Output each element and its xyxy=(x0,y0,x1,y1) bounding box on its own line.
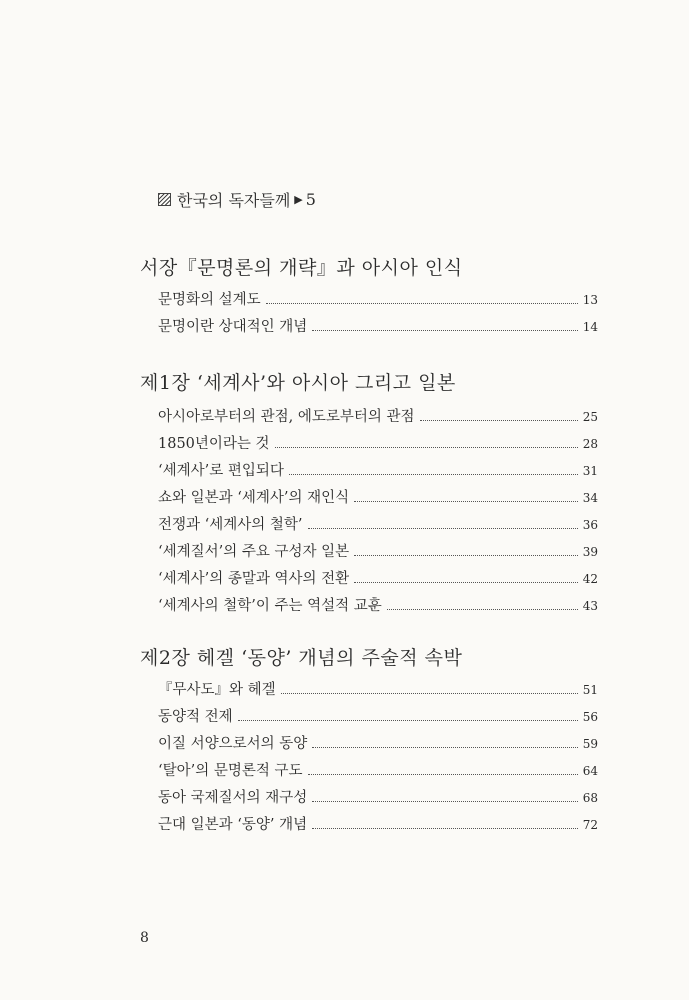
dot-leader xyxy=(354,501,578,502)
dot-leader xyxy=(387,609,578,610)
toc-entry xyxy=(158,459,598,486)
dot-leader xyxy=(289,474,578,475)
entry-title: 동아 국제질서의 재구성 xyxy=(158,790,308,806)
entry-page: 64 xyxy=(582,764,598,778)
entry-page: 25 xyxy=(582,410,598,424)
preface-entry xyxy=(158,188,316,211)
entry-page: 34 xyxy=(582,491,598,505)
entry-page: 43 xyxy=(582,599,598,613)
toc-entry xyxy=(158,705,598,732)
entry-title: 쇼와 일본과 ‘세계사’의 재인식 xyxy=(158,490,350,506)
dot-leader xyxy=(275,447,578,448)
toc-entry xyxy=(158,432,598,459)
toc-entry xyxy=(158,405,598,432)
dot-leader xyxy=(420,420,578,421)
entry-title: 『무사도』와 헤겔 xyxy=(158,682,276,698)
entry-title: 문명화의 설계도 xyxy=(158,292,261,308)
preface-page: 5 xyxy=(305,190,316,209)
entry-page: 68 xyxy=(582,791,598,805)
entry-page: 42 xyxy=(582,572,598,586)
toc-entry xyxy=(158,786,598,813)
entry-title: 동양적 전제 xyxy=(158,709,233,725)
chapter-title-2: 제2장 헤겔 ‘동양’ 개념의 주술적 속박 xyxy=(140,647,463,669)
toc-entry xyxy=(158,567,598,594)
entry-title: 이질 서양으로서의 동양 xyxy=(158,736,308,752)
toc-entry xyxy=(158,594,598,621)
entry-title: ‘세계질서’의 주요 구성자 일본 xyxy=(158,544,350,560)
entry-title: 아시아로부터의 관점, 에도로부터의 관점 xyxy=(158,409,415,425)
dot-leader xyxy=(281,693,578,694)
dot-leader xyxy=(312,747,577,748)
entry-title: 전쟁과 ‘세계사의 철학’ xyxy=(158,517,303,533)
entry-title: ‘세계사’로 편입되다 xyxy=(158,463,284,479)
chapter-entries-1 xyxy=(158,405,598,621)
entry-page: 72 xyxy=(582,818,598,832)
toc-entry xyxy=(158,732,598,759)
triangle-right-icon: ▶ xyxy=(294,193,303,206)
dot-leader xyxy=(238,720,578,721)
toc-entry xyxy=(158,513,598,540)
toc-entry xyxy=(158,288,598,315)
toc-entry xyxy=(158,813,598,840)
entry-page: 14 xyxy=(582,320,598,334)
entry-page: 39 xyxy=(582,545,598,559)
dot-leader xyxy=(312,828,578,829)
entry-page: 56 xyxy=(582,710,598,724)
chapter-entries-intro xyxy=(158,288,598,342)
dot-leader xyxy=(312,801,577,802)
entry-page: 31 xyxy=(582,464,598,478)
entry-title: 근대 일본과 ‘동양’ 개념 xyxy=(158,817,308,833)
dot-leader xyxy=(312,330,577,331)
entry-title: ‘세계사’의 종말과 역사의 전환 xyxy=(158,571,350,587)
chapter-title-intro: 서장『문명론의 개략』과 아시아 인식 xyxy=(140,257,463,279)
dot-leader xyxy=(266,303,578,304)
toc-entry xyxy=(158,678,598,705)
entry-title: ‘세계사의 철학’이 주는 역설적 교훈 xyxy=(158,598,382,614)
entry-title: ‘탈아’의 문명론적 구도 xyxy=(158,763,303,779)
entry-page: 36 xyxy=(582,518,598,532)
dot-leader xyxy=(354,555,578,556)
toc-entry xyxy=(158,486,598,513)
dot-leader xyxy=(354,582,578,583)
entry-page: 59 xyxy=(582,737,598,751)
chapter-title-1: 제1장 ‘세계사’와 아시아 그리고 일본 xyxy=(140,372,456,394)
entry-page: 28 xyxy=(582,437,598,451)
dot-leader xyxy=(308,528,578,529)
preface-title: 한국의 독자들께 xyxy=(177,191,291,210)
entry-page: 51 xyxy=(582,683,598,697)
hatched-square-icon xyxy=(158,193,171,206)
toc-entry xyxy=(158,315,598,342)
chapter-entries-2 xyxy=(158,678,598,840)
dot-leader xyxy=(308,774,578,775)
toc-entry xyxy=(158,759,598,786)
toc-entry xyxy=(158,540,598,567)
entry-page: 13 xyxy=(582,293,598,307)
entry-title: 1850년이라는 것 xyxy=(158,436,270,452)
page-number: 8 xyxy=(140,930,149,946)
entry-title: 문명이란 상대적인 개념 xyxy=(158,319,308,335)
